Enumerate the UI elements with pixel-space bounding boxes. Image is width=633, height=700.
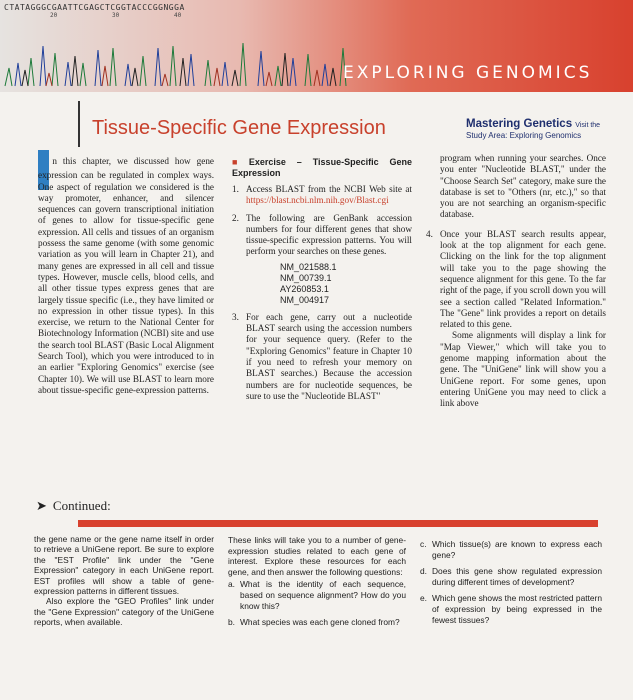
page-title: Tissue-Specific Gene Expression (92, 117, 386, 139)
step-1 (232, 184, 412, 207)
step-number: 3. (232, 311, 239, 322)
continued-bar (78, 520, 598, 527)
step-number: 1. (232, 184, 239, 194)
question-letter: a. (228, 579, 235, 590)
visit-text: Visit the (575, 122, 601, 129)
continued-column-1 (34, 534, 214, 628)
question-letter: d. (420, 566, 427, 577)
accession-list (280, 262, 412, 306)
question-item (420, 593, 602, 625)
question-letter: c. (420, 539, 427, 549)
sequence-position-label: 20 (50, 12, 58, 19)
step-text: Once your BLAST search results appear, look at the top alignment for each gene. Clicking on the link for the top alignment will take you to the page showing the sequence alignment for this gene. To the far right of the page, if you scroll down you will see a section called "Related Information." The "Gene" link provides a report on details related to this gene. (440, 228, 606, 330)
question-item (228, 579, 406, 611)
accession-number: NM_004917 (280, 294, 330, 305)
step-4 (426, 229, 606, 410)
arrow-icon: ➤ (36, 499, 47, 514)
study-area-text: Study Area: Exploring Genomics (466, 131, 582, 140)
continuation-column (426, 153, 606, 416)
question-text: Which gene shows the most restricted pattern of expression by being expressed in the fewest tissues? (432, 593, 602, 625)
brand-title: EXPLORING GENOMICS (343, 63, 593, 83)
step-number: 4. (426, 228, 433, 239)
continued-text: Continued: (52, 498, 111, 513)
steps-list (232, 184, 412, 402)
continued-label (36, 498, 111, 514)
blast-url-link[interactable]: https://blast.ncbi.nlm.nih.gov/Blast.cgi (246, 195, 389, 206)
question-text: What is the identity of each sequence, based on sequence alignment? How do you know this? (240, 579, 406, 611)
step-text: Access BLAST from the NCBI Web site at (246, 184, 412, 194)
question-text: What species was each gene cloned from? (240, 617, 400, 628)
accession-number: AY260853.1 (280, 283, 329, 294)
mastering-genetics-title (466, 118, 600, 130)
intro-text: n this chapter, we discussed how gene expression can be regulated in complex ways. One aspect of regulation we considered is the way promoter, enhancer, and silencer sequences can govern transcriptional initiation of genes to allow for tissue-specific gene expression. All cells and tissues of an organism possess the same genome (with some genomic variation as you will learn in Chapter 21), and many genes are expressed in all cell and tissue types. However, muscle cells, blood cells, and all other tissue types express genes that are largely tissue specific (i.e., they have limited or no expression in other tissue types). In this exercise, we return to the National Center for Biotechnology Information (NCBI) site and use the search tool BLAST (Basic Local Alignment Search Tool), which you were introduced to in an earlier "Exploring Genomics" exercise (see Chapter 10). We will use BLAST to learn more about tissue-specific gene-expression patterns. (38, 156, 214, 395)
mastering-title-text: Mastering Genetics (466, 118, 573, 130)
question-list (228, 579, 406, 627)
step-3-continuation: program when running your searches. Once you enter "Nucleotide BLAST," under the "Choose Search Set" category, make sure the database is set to "Others (nr, etc.)," so that you are not searching an organism-specific database. (440, 153, 606, 220)
question-item (420, 566, 602, 587)
accession-number: NM_021588.1 (280, 261, 337, 272)
exercise-heading (232, 157, 412, 179)
step-text: For each gene, carry out a nucleotide BLAST search using the accession numbers for your sequence query. (Refer to the "Exploring Genomics" feature in Chapter 10 if you need to refresh your memory on BLAST searches.) Because the accession numbers are for nucleotide sequences, be sure to use the "Nucleotide BLAST" (246, 311, 412, 401)
question-letter: e. (420, 593, 427, 604)
step-2 (232, 213, 412, 306)
exercise-heading-text: Exercise – Tissue-Specific Gene Expression (232, 157, 412, 178)
bullet-icon: ■ (232, 157, 246, 167)
question-item (228, 617, 406, 628)
continued-paragraph: the gene name or the gene name itself in order to retrieve a UniGene report. Be sure to explore the "EST Profile" link under the "Gene Expression" category in each UniGene report. EST profiles will show a table of gene-expression patterns in different tissues. (34, 534, 214, 597)
intro-paragraph (38, 156, 214, 396)
accession-number: NM_00739.1 (280, 272, 332, 283)
intro-column (38, 156, 214, 396)
continued-paragraph: Also explore the "GEO Profiles" link under the "Gene Expression" category of the UniGene reports, when available. (34, 596, 214, 628)
question-item (420, 539, 602, 560)
step-3 (232, 312, 412, 402)
continued-column-3 (420, 537, 602, 631)
question-list (420, 539, 602, 625)
sequence-position-label: 30 (112, 12, 120, 19)
question-letter: b. (228, 617, 235, 628)
sequence-position-label: 40 (174, 12, 182, 19)
step-number: 2. (232, 212, 239, 223)
mastering-genetics-box (466, 118, 600, 140)
question-text: Which tissue(s) are known to express each gene? (432, 539, 602, 560)
title-rule (78, 101, 80, 147)
question-text: Does this gene show regulated expression during different times of development? (432, 566, 602, 587)
continued-column-2 (228, 535, 406, 634)
banner (0, 0, 633, 92)
step-text: The following are GenBank accession numbers for four different genes that show tissue-specific expression patterns. You will perform your searches on these genes. (246, 212, 412, 257)
exercise-column (232, 157, 412, 408)
questions-intro: These links will take you to a number of gene-expression studies related to each gene of interest. Explore these resources for each gene, and then answer the following questions: (228, 535, 406, 577)
dna-sequence: CTATAGGGCGAATTCGAGCTCGGTACCCGGNGGA (4, 3, 185, 12)
step-4-paragraph-2: Some alignments will display a link for "Map Viewer," which will take you to genome mapping information about the gene. The "UniGene" link will show you a UniGene report. For some genes, upon entering UniGene you may need to click a link above (440, 330, 606, 409)
